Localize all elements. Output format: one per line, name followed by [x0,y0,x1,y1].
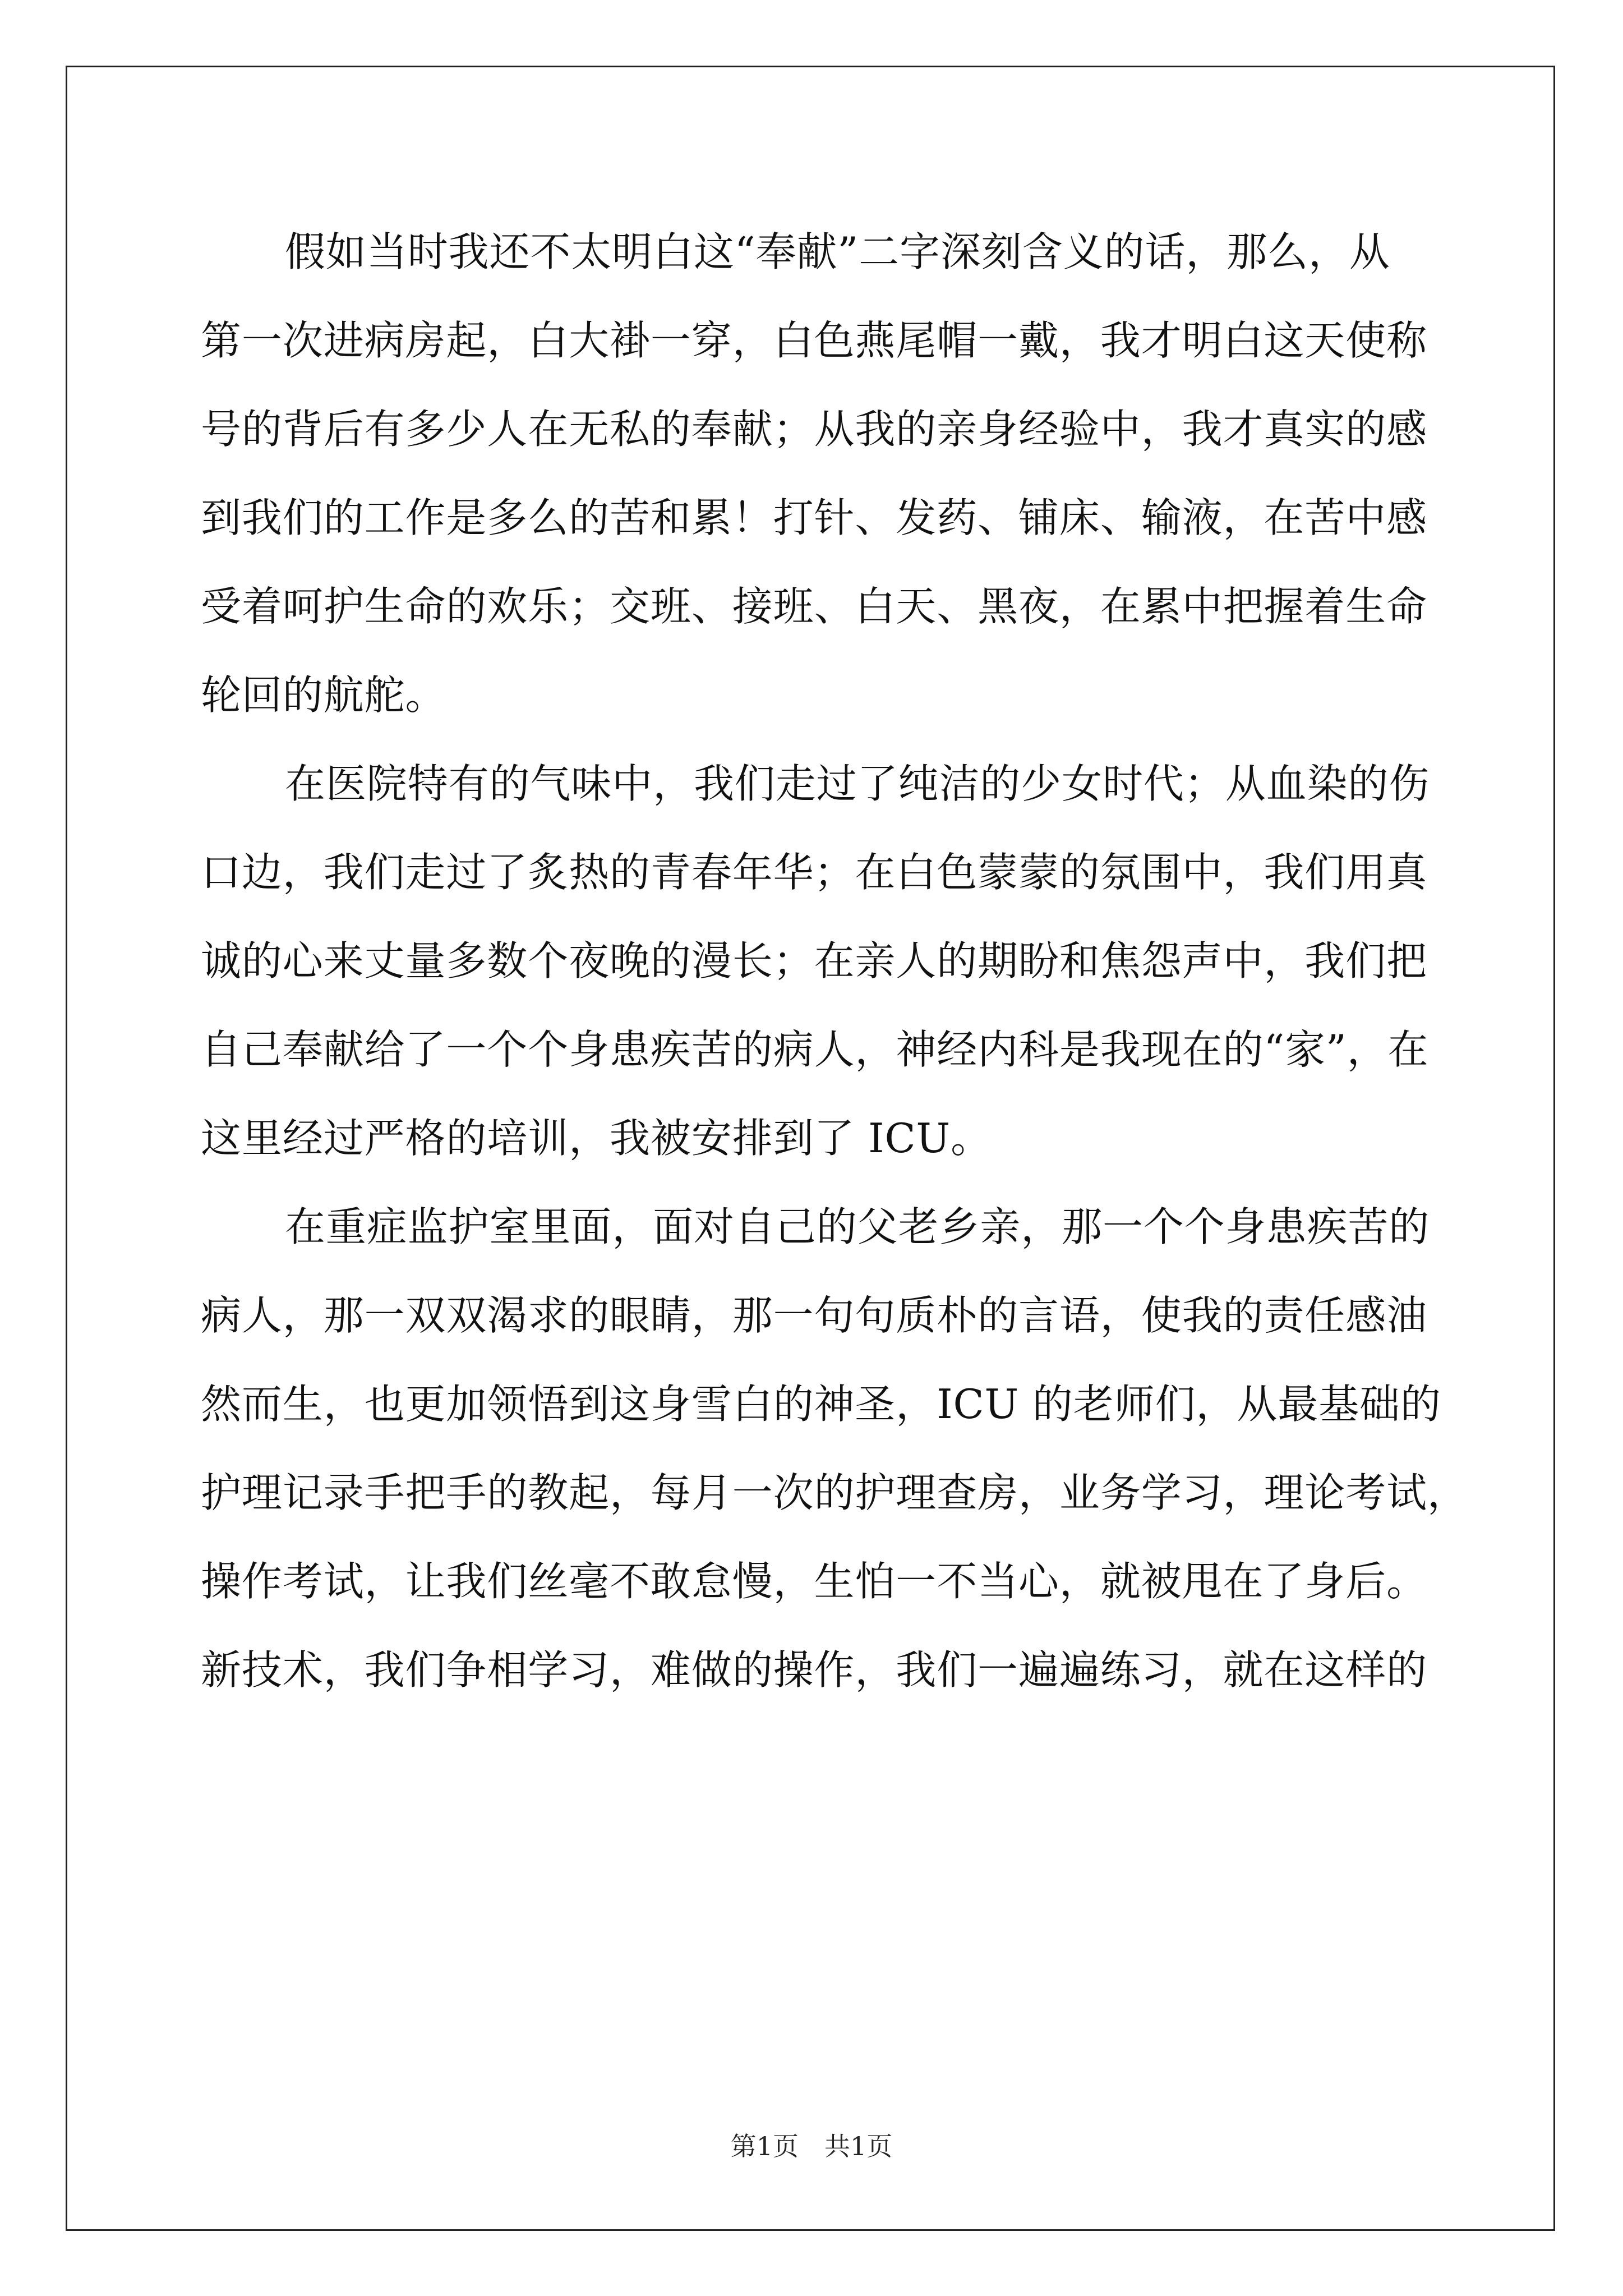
text-line: 自己奉献给了一个个身患疾苦的病人，神经内科是我现在的“家”，在 [201,1026,1429,1073]
page-footer: 第1页 共1页 [730,2131,893,2161]
text-line: 第一次进病房起，白大褂一穿，白色燕尾帽一戴，我才明白这天使称 [201,317,1428,364]
text-line: 在重症监护室里面，面对自己的父老乡亲，那一个个身患疾苦的 [285,1203,1430,1250]
document-body [201,208,1468,1714]
text-line: 号的背后有多少人在无私的奉献；从我的亲身经验中，我才真实的感 [201,406,1428,453]
text-line: 到我们的工作是多么的苦和累！打针、发药、铺床、输液，在苦中感 [201,494,1428,541]
text-line: 然而生，也更加领悟到这身雪白的神圣，ICU 的老师们，从最基础的 [201,1381,1441,1428]
text-line: 诚的心来丈量多数个夜晚的漫长；在亲人的期盼和焦怨声中，我们把 [201,937,1428,984]
text-line: 护理记录手把手的教起，每月一次的护理查房，业务学习，理论考试， [201,1469,1468,1516]
text-line: 病人，那一双双渴求的眼睛，那一句句质朴的言语，使我的责任感油 [201,1292,1428,1339]
text-line: 这里经过严格的培训，我被安排到了 ICU。 [201,1115,992,1162]
text-line: 在医院特有的气味中，我们走过了纯洁的少女时代；从血染的伤 [285,760,1430,807]
text-line: 口边，我们走过了炙热的青春年华；在白色蒙蒙的氛围中，我们用真 [201,849,1428,896]
text-line: 假如当时我还不太明白这“奉献”二字深刻含义的话，那么，从 [285,228,1390,275]
text-line: 操作考试，让我们丝毫不敢怠慢，生怕一不当心，就被甩在了身后。 [201,1558,1428,1605]
text-line: 受着呵护生命的欢乐；交班、接班、白天、黑夜，在累中把握着生命 [201,583,1428,630]
text-line: 轮回的航舵。 [201,671,446,719]
text-line: 新技术，我们争相学习，难做的操作，我们一遍遍练习，就在这样的 [201,1646,1428,1694]
